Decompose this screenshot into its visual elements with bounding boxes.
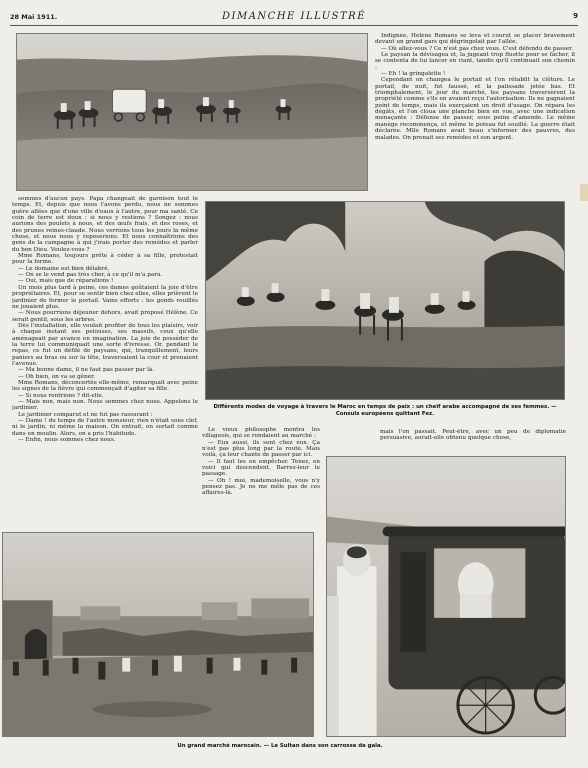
sultan-photo — [326, 456, 566, 737]
caption-bottom: Un grand marché marocain. — Le Sultan dans son carrosse de gala. — [177, 743, 383, 749]
paragraph: — Nous pourrions déjeuner dehors, avait proposé Hélène. Ce serait gentil, sous les arbres. — [12, 310, 198, 323]
caption-middle: Différents modes de voyage à travers le Maroc en temps de paix : un cheïf arabe accompagné de ses femmes. — Consuls européens quittant Fez. — [213, 404, 557, 417]
page-number: 9 — [573, 12, 578, 20]
article-column-middle-right — [380, 429, 566, 451]
paragraph: — Oui, mais que de réparations ! — [18, 278, 114, 285]
article-column-top-right — [375, 33, 575, 193]
paragraph: — Enfin, nous sommes chez nous. — [18, 437, 116, 444]
publication-title: DIMANCHE ILLUSTRÉ — [222, 11, 366, 22]
paragraph: sommes d'aucun pays. Papa changeait de garnison tout le temps. Et, depuis que nous l'avons perdu, nous ne sommes guère allées que d'une ville d'eaux à l'autre, pour ma santé. Ce coin de terre est doux : si nous y restions ? Songez : nous aurions des poulets à nous, et des œufs frais, et des roses, et des prunes reines-claude. Nous verrions tous les jours la même chose, et nous nous y reposerions. Et nous connaîtrions des gens de la campagne à qui j'irais porter des remèdes et parler du bon Dieu. Voulez-vous ? — [12, 196, 198, 253]
paragraph: Dès l'installation, elle voulait profiter de tous les plaisirs, voir à chaque instant ses pelouses, ses massifs, ceux qu'elle aménageait par avance en imagination. La joie de posséder de la terre lui communiquait une sorte d'ivresse. Or, pendant le repas, ce fut un défilé de paysans, qui, tranquillement, leurs paniers au bras ou sur la tête, traversaient la cour et prenaient l'avenue. — [12, 322, 198, 367]
page-tab-marker — [580, 184, 588, 201]
market-photo — [2, 532, 314, 737]
paragraph: — Eh ! la gringalette ! — [381, 71, 446, 78]
paragraph: Le paysan la dévisagea et, la jugeant trop fluette pour se fâcher, il se contenta de lui lancer en riant, tandis qu'il continuait son chemin : — [375, 52, 575, 71]
paragraph: Cependant on changea le portail et l'on rétablit la clôture. Le portail, de nuit, fut faussé, et la palissade jetée bas. Et triomphalement, le jour du marché, les paysans traversèrent la propriété comme s'ils en avaient reçu l'autorisation. Ils ne gagnaient point de temps, mais ils exerçaient un droit d'usage. On répara les dégâts, et l'on cloua une planche bien en vue, avec une indication menaçante : Défense de passer, sous peine d'amende. Le même manège recommença, et même le poteau fut souillé. La guerre était déclarée. Mlle Romans avait beau s'informer des pauvres, des malades. On prenait ses remèdes et son argent. — [375, 77, 575, 141]
paragraph: — Il faut les en empêcher. Tenez, en voici qui descendent. Barrez-leur le passage. — [202, 458, 320, 478]
paragraph: — Le domaine est bien délabré. — [18, 265, 110, 272]
paragraph: — Ma bonne dame, il ne faut pas passer par là. — [18, 367, 155, 374]
page-header — [10, 11, 578, 23]
consuls-photo — [205, 201, 565, 400]
paragraph: Un mois plus tard à peine, ces dames goûtaient la joie d'être propriétaires. Et, pour se sentir bien chez elles, elles prièrent le jardinier de fermer le portail. Vains efforts : les gonds rouillés ne jouaient plus. — [12, 284, 198, 310]
paragraph: — Oh ! moi, mademoiselle, vous n'y pensez pas. Je ne me mêle pas de ces affaires-là. — [202, 477, 320, 497]
paragraph: — Dame ! du temps de l'autre monsieur, rien n'était sous clef, ni le jardin, ni même la maison. On entrait, on sortait comme dans un moulin. Alors, on a pris l'habitude. — [12, 418, 198, 437]
paragraph: — Si nous rentrions ? dit-elle. — [18, 392, 104, 399]
issue-date: 28 Mai 1911. — [10, 13, 58, 21]
paragraph: — Mais non, mais non. Nous sommes chez nous. Appelons le jardinier. — [12, 399, 198, 412]
paragraph: — Eux aussi, ils sont chez eux. Ça n'est pas plus long par la route. Mais voilà, ça leur chante de passer par ici. — [202, 439, 320, 459]
paragraph: Indignée, Hélène Romans se leva et courut se placer bravement devant un grand gars qui dégringolait par l'allée. — [375, 33, 575, 46]
paragraph: Mme Romans, toujours prête à céder à sa fille, protestait pour la forme. — [12, 253, 198, 266]
article-column-left — [12, 196, 198, 521]
caravan-photo — [16, 33, 368, 191]
paragraph: — Oh bien, on va se gêner. — [18, 373, 96, 380]
article-column-middle — [202, 427, 320, 525]
paragraph: Mme Romans, déconcertée elle-même, remarquait avec peine les signes de la fièvre qui commençait d'agiter sa fille. — [12, 379, 198, 393]
paragraph: — Où allez-vous ? Ce n'est pas chez vous. C'est défendu de passer. — [381, 45, 574, 52]
header-rule — [10, 25, 578, 26]
paragraph: mais l'on passait. Peut-être, avec un peu de diplomatie persuasive, aurait-elle obtenu quelque chose, — [380, 429, 566, 442]
paragraph: Le jardinier comparut et ne fut pas rassurant : — [18, 411, 153, 418]
paragraph: — On se le vend pas très cher, à ce qu'il m'a paru. — [18, 272, 163, 279]
paragraph: Le vieux philosophe montra les villageois, qui se rendaient au marché : — [202, 427, 320, 440]
